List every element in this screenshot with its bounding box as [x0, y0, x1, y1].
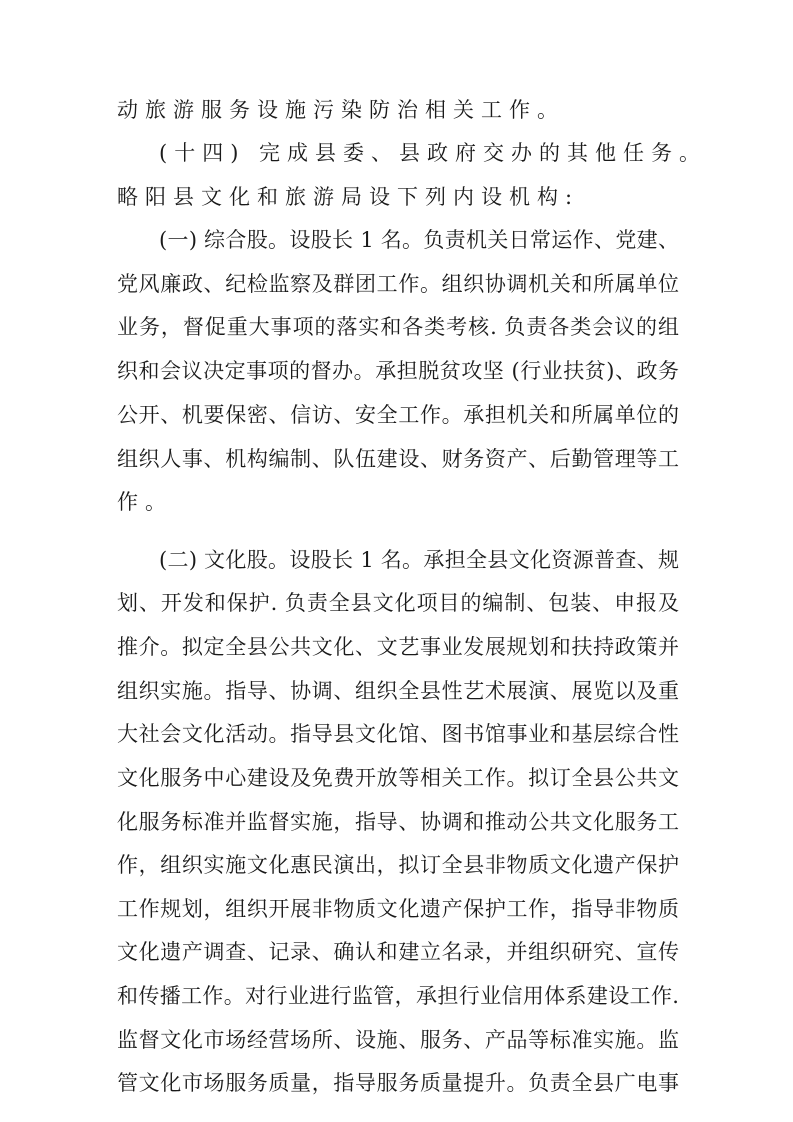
text-line: 监督文化市场经营场所、设施、服务、产品等标准实施。监	[117, 1028, 679, 1052]
text-line: (二) 文化股。设股长 1 名。承担全县文化资源普查、规	[159, 548, 679, 572]
text-line: 组织实施。指导、协调、组织全县性艺术展演、展览以及重	[117, 679, 679, 703]
text-line: (一) 综合股。设股长 1 名。负责机关日常运作、党建、	[159, 228, 679, 252]
text-line: 文化服务中心建设及免费开放等相关工作。拟订全县公共文	[117, 766, 679, 790]
text-line: 化服务标准并监督实施，指导、协调和推动公共文化服务工	[117, 810, 679, 834]
text-line: 织和会议决定事项的督办。承担脱贫攻坚 (行业扶贫)、政务	[117, 359, 679, 383]
text-line: 作，组织实施文化惠民演出，拟订全县非物质文化遗产保护	[117, 853, 679, 877]
text-line: 文化遗产调查、记录、确认和建立名录，并组织研究、宣传	[117, 940, 679, 964]
text-line: 动旅游服务设施污染防治相关工作。	[117, 98, 565, 122]
text-line: 推介。拟定全县公共文化、文艺事业发展规划和扶持政策并	[117, 635, 679, 659]
text-line: (十四) 完成县委、县政府交办的其他任务。	[159, 141, 708, 165]
text-line: 党风廉政、纪检监察及群团工作。组织协调机关和所属单位	[117, 272, 679, 296]
text-line: 组织人事、机构编制、队伍建设、财务资产、后勤管理等工	[117, 447, 679, 471]
text-line: 业务，督促重大事项的落实和各类考核. 负责各类会议的组	[117, 315, 679, 339]
text-line: 公开、机要保密、信访、安全工作。承担机关和所属单位的	[117, 403, 679, 427]
text-line: 大社会文化活动。指导县文化馆、图书馆事业和基层综合性	[117, 722, 679, 746]
text-line: 略阳县文化和旅游局设下列内设机构:	[117, 185, 580, 209]
text-line: 和传播工作。对行业进行监管，承担行业信用体系建设工作.	[117, 984, 679, 1008]
text-line: 管文化市场服务质量，指导服务质量提升。负责全县广电事	[117, 1071, 679, 1095]
text-line: 工作规划，组织开展非物质文化遗产保护工作，指导非物质	[117, 897, 679, 921]
text-line: 划、开发和保护. 负责全县文化项目的编制、包装、申报及	[117, 591, 679, 615]
text-line: 作。	[117, 490, 173, 514]
